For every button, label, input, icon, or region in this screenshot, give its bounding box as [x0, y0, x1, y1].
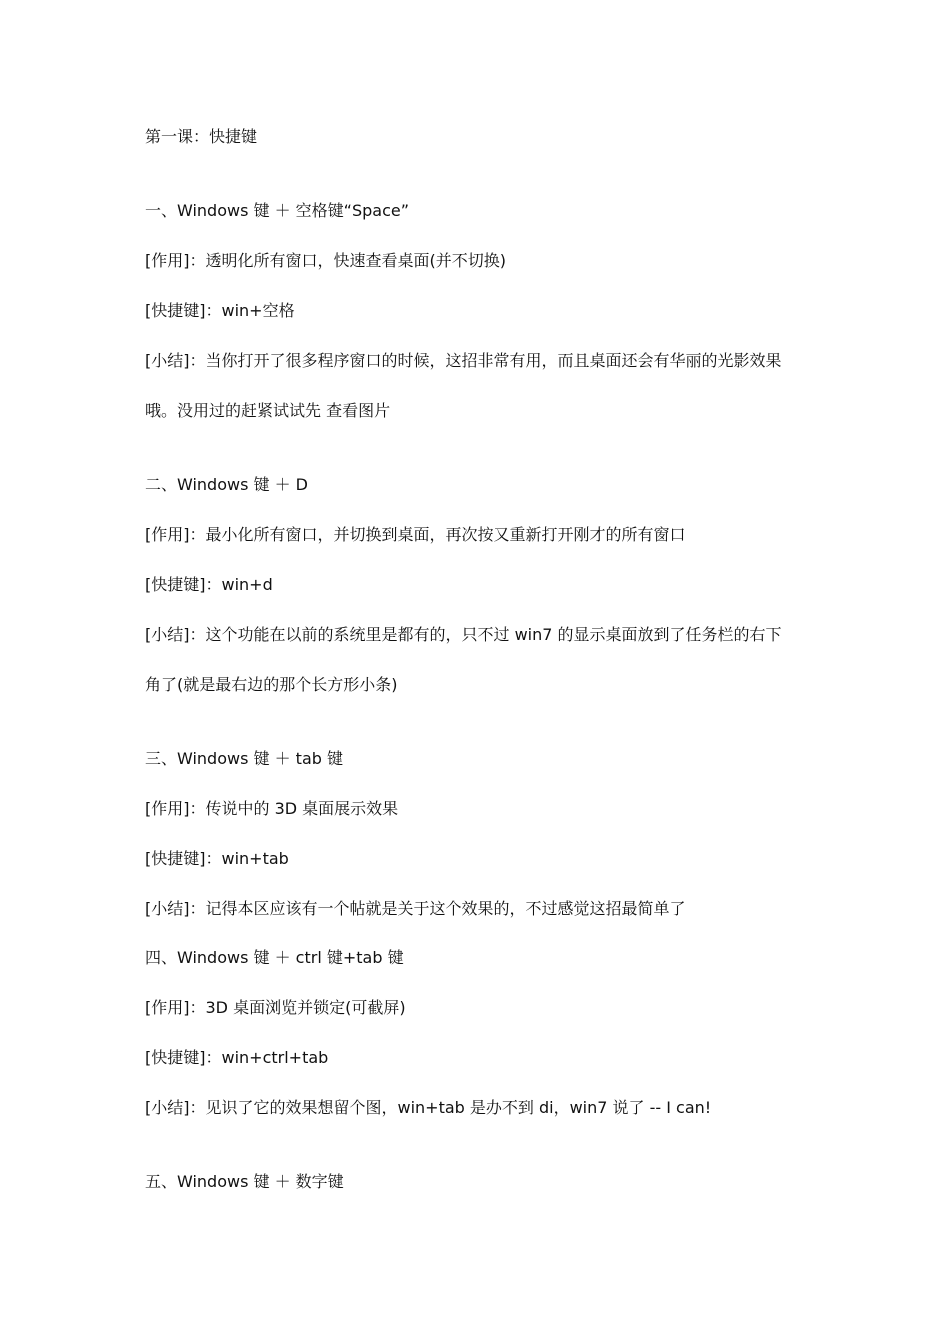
shortcut-line-4: [快捷键]：win+ctrl+tab — [145, 1048, 329, 1067]
function-line-3: [作用]：传说中的 3D 桌面展示效果 — [145, 799, 399, 818]
summary-line-2a: [小结]：这个功能在以前的系统里是都有的，只不过 win7 的显示桌面放到了任务栏的右下 — [145, 625, 782, 644]
section-heading-1: 一、Windows 键 ＋ 空格键“Space” — [145, 201, 410, 220]
section-heading-3: 三、Windows 键 ＋ tab 键 — [145, 749, 344, 768]
shortcut-line-2: [快捷键]：win+d — [145, 575, 273, 594]
summary-line-1b: 哦。没用过的赶紧试试先 查看图片 — [145, 401, 391, 420]
section-heading-4: 四、Windows 键 ＋ ctrl 键+tab 键 — [145, 948, 404, 967]
function-line-1: [作用]：透明化所有窗口，快速查看桌面(并不切换) — [145, 251, 506, 270]
function-line-2: [作用]：最小化所有窗口，并切换到桌面，再次按又重新打开刚才的所有窗口 — [145, 525, 686, 544]
summary-line-4: [小结]：见识了它的效果想留个图，win+tab 是办不到 di，win7 说了 -- I can! — [145, 1098, 712, 1117]
lesson-title: 第一课：快捷键 — [145, 127, 258, 146]
summary-line-1a: [小结]：当你打开了很多程序窗口的时候，这招非常有用，而且桌面还会有华丽的光影效果 — [145, 351, 782, 370]
section-heading-2: 二、Windows 键 ＋ D — [145, 475, 309, 494]
summary-line-3: [小结]：记得本区应该有一个帖就是关于这个效果的，不过感觉这招最简单了 — [145, 899, 686, 918]
shortcut-line-3: [快捷键]：win+tab — [145, 849, 289, 868]
shortcut-line-1: [快捷键]：win+空格 — [145, 301, 295, 320]
function-line-4: [作用]：3D 桌面浏览并锁定(可截屏) — [145, 998, 406, 1017]
section-heading-5: 五、Windows 键 ＋ 数字键 — [145, 1172, 344, 1191]
summary-line-2b: 角了(就是最右边的那个长方形小条) — [145, 675, 398, 694]
